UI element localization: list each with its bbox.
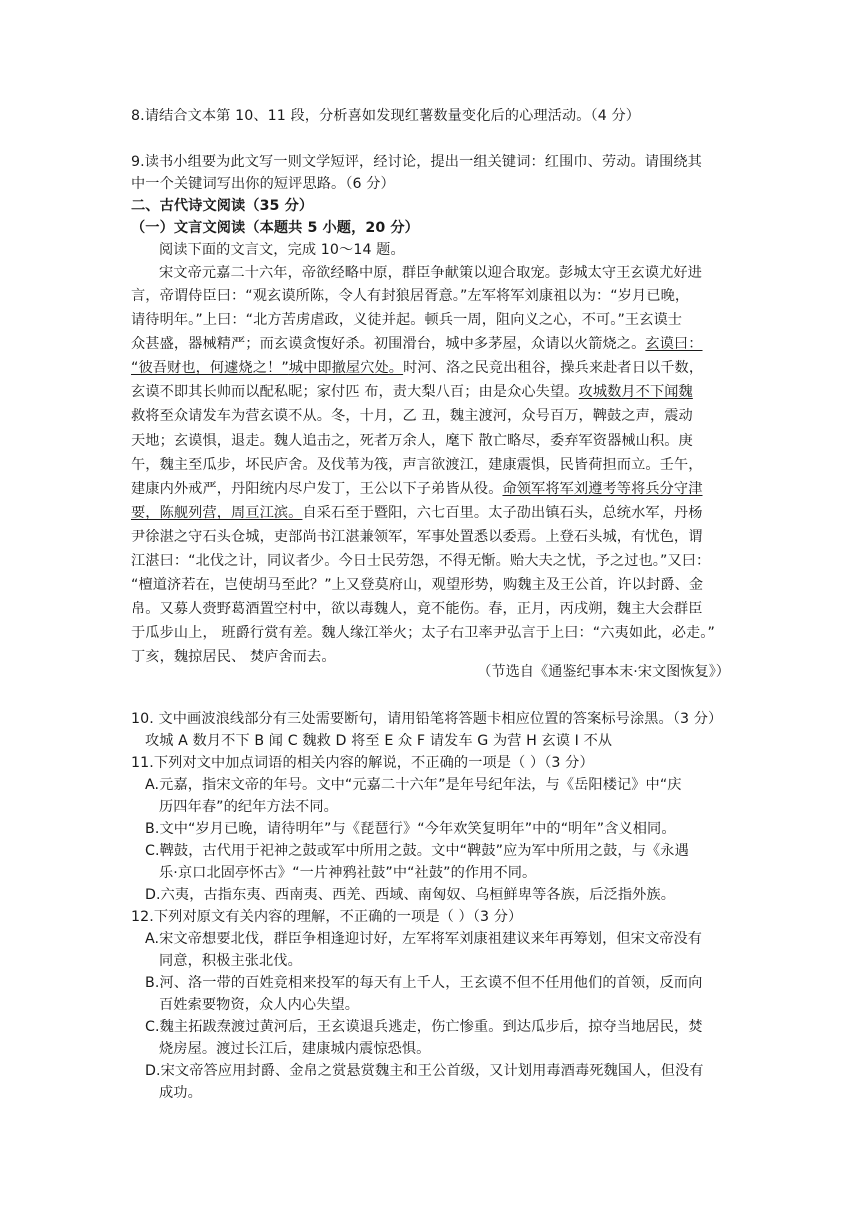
- question-11-stem: 11.下列对文中加点词语的相关内容的解说，不正确的一项是（ ）（3 分）: [131, 755, 594, 771]
- passage-line-6-text: 玄谟不即其长帅而以配私昵；家付匹 布，责大梨八百；由是众心失望。: [131, 384, 579, 400]
- passage-line-5-text: 时河、洛之民竞出租谷，操兵来赴者日以千数，: [403, 360, 704, 376]
- passage-line-12: 尹徐湛之守石头仓城，吏部尚书江湛兼领军，军事处置悉以委焉。上登石头城，有忧色，谓: [131, 529, 703, 545]
- underlined-phrase-2: 城中即撤屋穴处。: [288, 360, 404, 376]
- question-11-option-c-cont: 乐·京口北固亭怀古》“一片神鸦社鼓”中“社鼓”的作用不同。: [159, 865, 537, 881]
- passage-line-5: [131, 359, 703, 377]
- passage-line-11-text: 自采石至于暨阳，六七百里。太子劭出镇石头，总统水军，丹杨: [302, 505, 703, 521]
- underlined-phrase-1-cont: “彼吾财也，何遽烧之！”: [131, 360, 289, 376]
- question-12-option-c-cont: 烧房屋。渡过长江后，建康城内震惊恐惧。: [159, 1041, 431, 1057]
- question-12-option-b-cont: 百姓索要物资，众人内心失望。: [159, 997, 360, 1013]
- passage-line-2: 言，帝谓侍臣曰：“观玄谟所陈，令人有封狼居胥意。”左军将军刘康祖以为：“岁月已晚，: [131, 288, 690, 304]
- question-12-option-b: B.河、洛一带的百姓竞相来投军的每天有上千人，王玄谟不但不任用他们的首领，反而向: [145, 975, 703, 991]
- passage-line-4: [131, 335, 703, 353]
- question-10-options: 攻城 A 数月不下 B 闻 C 魏救 D 将至 E 众 F 请发车 G 为营 H 玄谟 I 不从: [145, 733, 613, 749]
- section-heading-ancient-poetry: 二、古代诗文阅读（35 分）: [131, 198, 314, 214]
- question-9-line-2: 中一个关键词写出你的短评思路。（6 分）: [131, 176, 395, 192]
- passage-line-8: 天地；玄谟惧，退走。魏人追击之，死者万余人，麾下 散亡略尽，委弃军资器械山积。庚: [131, 433, 693, 449]
- passage-line-15: 帛。又募人赍野葛酒置空村中，欲以毒魏人，竟不能伤。春，正月，丙戌朔，魏主大会群臣: [131, 601, 703, 617]
- subsection-heading-classical-chinese: （一）文言文阅读（本题共 5 小题，20 分）: [131, 220, 419, 236]
- underlined-phrase-1: 玄谟曰：: [645, 336, 703, 352]
- question-11-option-b: B.文中“岁月已晚，请待明年”与《琵琶行》“今年欢笑复明年”中的“明年”含义相同。: [145, 821, 676, 837]
- question-11-option-d: D.六夷，古指东夷、西南夷、西羌、西域、南匈奴、乌桓鲜卑等各族，后泛指外族。: [145, 887, 675, 903]
- question-11-option-a: A.元嘉，指宋文帝的年号。文中“元嘉二十六年”是年号纪年法，与《岳阳楼记》中“庆: [145, 777, 682, 793]
- passage-line-6: [131, 383, 693, 401]
- question-10-stem: 10. 文中画波浪线部分有三处需要断句，请用铅笔将答题卡相应位置的答案标号涂黑。（3 分）: [131, 711, 723, 727]
- question-12-option-c: C.魏主拓跋焘渡过黄河后，王玄谟退兵逃走，伤亡惨重。到达瓜步后，掠夺当地居民，焚: [145, 1019, 703, 1035]
- passage-line-1: 宋文帝元嘉二十六年，帝欲经略中原，群臣争献策以迎合取宠。彭城太守王玄谟尤好进: [159, 265, 702, 281]
- question-12-option-a-cont: 同意，积极主张北伐。: [159, 953, 302, 969]
- question-8: 8.请结合文本第 10、11 段，分析喜如发现红薯数量变化后的心理活动。（4 分）: [131, 108, 641, 124]
- question-12-option-a: A.宋文帝想要北伐，群臣争相逢迎讨好，左军将军刘康祖建议来年再筹划，但宋文帝没有: [145, 931, 703, 947]
- passage-line-14: “檀道济若在，岂使胡马至此？”上又登莫府山，观望形势，购魏主及王公首，许以封爵、金: [131, 577, 704, 593]
- passage-line-11: [131, 504, 703, 522]
- passage-line-13: 江湛曰：“北伐之计，同议者少。今日士民劳怨，不得无惭。贻大夫之忧，予之过也。”又曰：: [131, 553, 711, 569]
- reading-instruction: 阅读下面的文言文，完成 10～14 题。: [159, 242, 405, 258]
- passage-line-16: 于瓜步山上， 班爵行赏有差。魏人缘江举火；太子右卫率尹弘言于上曰：“六夷如此，必走。”: [131, 625, 715, 641]
- passage-source: （节选自《通鉴纪事本末·宋文图恢复》）: [477, 664, 730, 680]
- underlined-phrase-4: 命领军将军刘遵考等将兵分守津: [502, 481, 703, 497]
- passage-line-4-text: 众甚盛，器械精严；而玄谟贪愎好杀。初围滑台，城中多茅屋，众请以火箭烧之。: [131, 336, 646, 352]
- passage-line-10: [131, 480, 703, 498]
- passage-line-7: 救将至众请发车为营玄谟不从。冬，十月，乙 丑，魏主渡河，众号百万，鞞鼓之声，震动: [131, 408, 693, 424]
- passage-line-9: 午，魏主至瓜步，坏民庐舍。及伐苇为筏，声言欲渡江，建康震惧，民皆荷担而立。壬午，: [131, 457, 703, 473]
- passage-line-17: 丁亥，魏掠居民、 焚庐舍而去。: [131, 649, 336, 665]
- underlined-phrase-5: 要，陈舰列营，周亘江滨。: [131, 505, 303, 521]
- question-12-option-d-cont: 成功。: [159, 1085, 202, 1101]
- question-11-option-c: C.鞞鼓，古代用于祀神之鼓或军中所用之鼓。文中“鞞鼓”应为军中所用之鼓，与《永遇: [145, 843, 689, 859]
- question-12-option-d: D.宋文帝答应用封爵、金帛之赏悬赏魏主和王公首级，又计划用毒酒毒死魏国人，但没有: [145, 1063, 704, 1079]
- underlined-phrase-3: 攻城数月不下闻魏: [578, 384, 693, 400]
- passage-line-3: 请待明年。”上曰：“北方苦虏虐政，义徒并起。顿兵一周，阻向义之心，不可。”王玄谟士: [131, 312, 683, 328]
- question-11-option-a-cont: 历四年春”的纪年方法不同。: [159, 799, 338, 815]
- passage-line-10-text: 建康内外戒严，丹阳统内尽户发丁，王公以下子弟皆从役。: [131, 481, 503, 497]
- question-9-line-1: 9.读书小组要为此文写一则文学短评，经讨论，提出一组关键词：红围巾、劳动。请围绕其: [131, 154, 702, 170]
- question-12-stem: 12.下列对原文有关内容的理解，不正确的一项是（ ）（3 分）: [131, 909, 523, 925]
